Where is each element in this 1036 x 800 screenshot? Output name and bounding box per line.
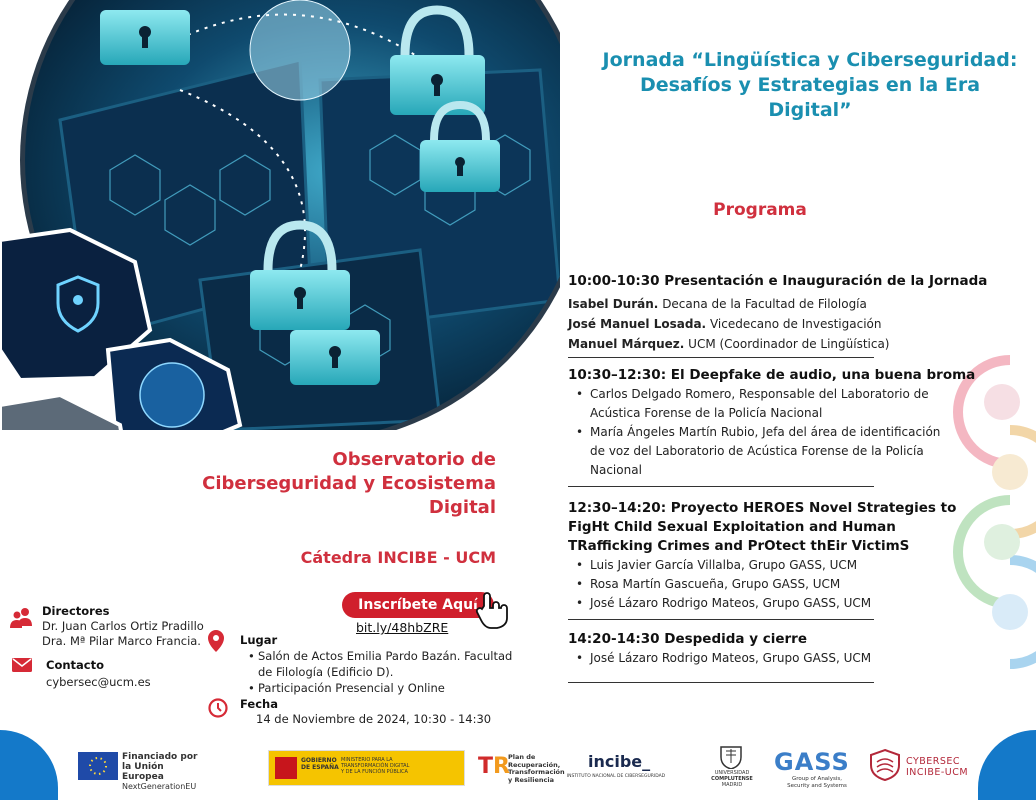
- divider: [568, 619, 874, 620]
- speaker-row: Manuel Márquez. UCM (Coordinador de Lingüística): [568, 337, 890, 351]
- session-3-title: 12:30–14:20: Proyecto HEROES Novel Strategies to FigHt Child Sexual Exploitation and Human TRafficking Crimes and PrOtect thEir VictimS: [568, 500, 957, 554]
- people-icon: [10, 606, 34, 630]
- chart-icon: [992, 594, 1028, 630]
- gobierno-logo: GOBIERNO DE ESPAÑA MINISTERIO PARA LA TRANSFORMACIÓN DIGITAL Y DE LA FUNCIÓN PÚBLICA: [268, 750, 465, 786]
- contacto-block: [46, 658, 151, 690]
- list-item: • Rosa Martín Gascueña, Grupo GASS, UCM: [568, 575, 988, 594]
- gass-subtitle: Group of Analysis, Security and Systems: [787, 776, 847, 789]
- session-4-title: 14:20-14:30 Despedida y cierre: [568, 631, 807, 647]
- list-item: • María Ángeles Martín Rubio, Jefa del área de identificación de voz del Laboratorio de Acústica Forense de la Policía Nacional: [568, 423, 958, 480]
- plant-icon: [984, 524, 1020, 560]
- lugar-label: Lugar: [240, 633, 278, 647]
- envelope-icon: [12, 658, 32, 672]
- contacto-label: Contacto: [46, 658, 104, 672]
- gass-logo: GASS: [774, 748, 850, 776]
- plan-recuperacion-logo: TR: [478, 754, 510, 779]
- location-pin-icon: [208, 630, 224, 652]
- directores-block: [42, 604, 204, 649]
- clock-icon: [208, 698, 228, 718]
- director-name: Dr. Juan Carlos Ortiz Pradillo: [42, 619, 204, 633]
- handshake-icon: [992, 454, 1028, 490]
- document-icon: [984, 384, 1020, 420]
- lugar-block: [240, 633, 515, 696]
- list-item: • Participación Presencial y Online: [240, 680, 515, 696]
- hero-cybersecurity-illustration: [0, 0, 560, 430]
- incibe-logo: incibe_: [588, 752, 651, 771]
- session-1-title: 10:00-10:30 Presentación e Inauguración de la Jornada: [568, 273, 988, 289]
- list-item: • Luis Javier García Villalba, Grupo GASS, UCM: [568, 556, 988, 575]
- divider: [568, 357, 874, 358]
- programa-heading: Programa: [713, 200, 807, 220]
- session-2-title: 10:30–12:30: El Deepfake de audio, una buena broma: [568, 367, 976, 383]
- plan-recuperacion-text: Plan de Recuperación, Transformación y Resiliencia: [508, 753, 565, 784]
- cybersec-shield-icon: [868, 748, 902, 782]
- observatorio-name: Observatorio de Ciberseguridad y Ecosistema Digital: [202, 449, 496, 518]
- incibe-subtitle: INSTITUTO NACIONAL DE CIBERSEGURIDAD: [566, 774, 666, 779]
- divider: [568, 682, 874, 683]
- eu-funding-text: Financiado por la Unión Europea NextGenerationEU: [122, 752, 198, 791]
- divider: [568, 486, 874, 487]
- register-link[interactable]: bit.ly/48hbZRE: [356, 620, 449, 635]
- fecha-label: Fecha: [240, 697, 278, 711]
- program: [568, 272, 988, 683]
- register-button[interactable]: Inscríbete Aquí: [342, 592, 494, 618]
- directores-label: Directores: [42, 604, 110, 618]
- eu-flag-logo: [78, 752, 118, 780]
- ucm-text: UNIVERSIDAD COMPLUTENSE MADRID: [711, 770, 753, 788]
- speaker-row: Isabel Durán. Decana de la Facultad de Filología: [568, 297, 867, 311]
- fecha-value: 14 de Noviembre de 2024, 10:30 - 14:30: [256, 712, 492, 726]
- event-title: Jornada “Lingüística y Ciberseguridad: Desafíos y Estrategias en la Era Digital”: [602, 49, 1018, 121]
- list-item: • Salón de Actos Emilia Pardo Bazán. Facultad de Filología (Edificio D).: [240, 648, 515, 680]
- speaker-row: José Manuel Losada. Vicedecano de Investigación: [568, 317, 882, 331]
- cybersec-text: CYBERSEC INCIBE-UCM: [906, 756, 969, 778]
- list-item: • Carlos Delgado Romero, Responsable del Laboratorio de Acústica Forense de la Policía Nacional: [568, 385, 958, 423]
- list-item: • José Lázaro Rodrigo Mateos, Grupo GASS, UCM: [568, 594, 988, 613]
- list-item: • José Lázaro Rodrigo Mateos, Grupo GASS, UCM: [568, 649, 988, 668]
- director-name: Dra. Mª Pilar Marco Francia.: [42, 634, 201, 648]
- ucm-crest-icon: [718, 743, 744, 769]
- fecha-block: [240, 697, 491, 727]
- contact-email[interactable]: cybersec@ucm.es: [46, 675, 151, 689]
- pointer-hand-icon: [474, 592, 514, 632]
- catedra-name: Cátedra INCIBE - UCM: [300, 548, 496, 567]
